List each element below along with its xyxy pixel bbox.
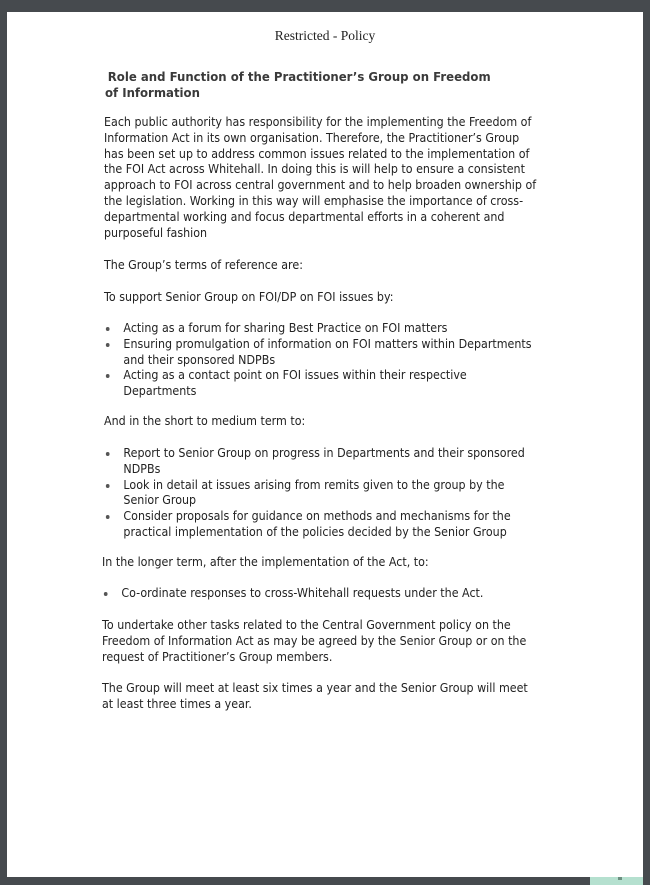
meetings-paragraph	[102, 681, 537, 713]
short-term-section	[104, 414, 539, 430]
list-item: Ensuring promulgation of information on FOI matters within Departments and their sponsored NDPBs	[104, 337, 539, 369]
short-term-intro-text: And in the short to medium term to:	[104, 414, 306, 428]
intro-paragraph	[104, 115, 539, 241]
list-item: Consider proposals for guidance on methods and mechanisms for the practical implementation of the policies decided by the Senior Group	[104, 509, 539, 541]
long-term-intro-text: In the longer term, after the implementation of the Act, to:	[102, 555, 429, 569]
page-header: Restricted - Policy	[274, 28, 376, 43]
list-item: Co-ordinate responses to cross-Whitehall requests under the Act.	[102, 586, 537, 602]
intro-text: Each public authority has responsibility for the implementing the Freedom of Information Act in its own organisation. Therefore, the Practitioner’s Group has been set up to address common issues related to the implementation of the FOI Act across Whitehall. In doing this is will help to ensure a consistent approach to FOI across central government and to help broaden ownership of the legislation. Working in this way will emphasise the importance of cross-departmental working and focus departmental efforts in a coherent and purposeful fashion	[104, 115, 537, 240]
short-term-list	[104, 446, 539, 541]
support-list	[104, 321, 539, 400]
corner-tab[interactable]	[590, 877, 643, 885]
terms-intro	[104, 258, 539, 274]
list-item: Look in detail at issues arising from remits given to the group by the Senior Group	[104, 478, 539, 510]
list-item: Acting as a contact point on FOI issues within their respective Departments	[104, 368, 539, 400]
long-term-section	[102, 555, 537, 571]
other-tasks-paragraph	[102, 618, 537, 665]
list-item: Acting as a forum for sharing Best Practice on FOI matters	[104, 321, 539, 337]
tab-marker-icon	[618, 877, 622, 880]
terms-intro-text: The Group’s terms of reference are:	[104, 258, 303, 272]
frame-edge	[643, 877, 650, 885]
document-title: Role and Function of the Practitioner’s Group on Freedom of Information	[105, 69, 491, 100]
meetings-text: The Group will meet at least six times a year and the Senior Group will meet at least three times a year.	[102, 681, 528, 711]
other-tasks-text: To undertake other tasks related to the Central Government policy on the Freedom of Information Act as may be agreed by the Senior Group or on the request of Practitioner’s Group members.	[102, 618, 527, 664]
support-intro-text: To support Senior Group on FOI/DP on FOI issues by:	[104, 290, 394, 304]
long-term-list	[102, 586, 537, 602]
document-page	[7, 12, 643, 877]
support-section	[104, 290, 539, 306]
list-item: Report to Senior Group on progress in Departments and their sponsored NDPBs	[104, 446, 539, 478]
